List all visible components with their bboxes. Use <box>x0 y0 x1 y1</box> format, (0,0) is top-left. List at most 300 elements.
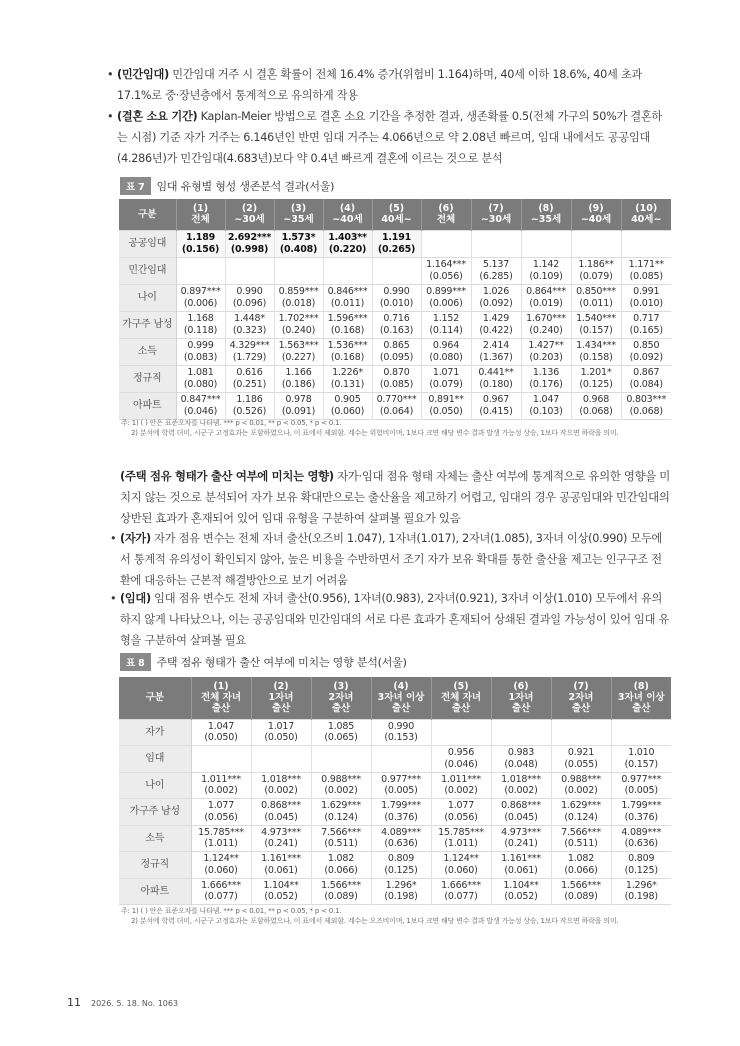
header-line: 출산 <box>331 703 351 715</box>
table-row <box>119 392 671 419</box>
cell-value: 0.868*** <box>501 800 541 812</box>
table-cell <box>372 392 421 419</box>
table-cell <box>372 365 421 392</box>
table-cell <box>225 257 274 284</box>
table-row <box>119 257 671 284</box>
cell-value: 1.142 <box>532 259 560 270</box>
table-cell <box>421 365 471 392</box>
table8-caption <box>120 653 407 671</box>
cell-value: 0.850*** <box>576 286 616 297</box>
table-cell <box>621 257 671 284</box>
cell-stderr: (1.729) <box>232 351 267 363</box>
header-line: ~30세 <box>234 214 265 226</box>
header-line: (8) <box>538 203 554 215</box>
cell-stderr: (0.092) <box>629 351 663 363</box>
paragraph-text: 자가·임대 점유 형태 자체는 출산 여부에 통계적으로 유의한 영향을 미치지 않는 것으로 분석되어 자가 보유 확대만으로는 출산율을 제고하기 어렵고, 임대의 경우 공공임대와 민간임대의 상반된 효과가 혼재되어 있어 임대 유형을 구분하여 살펴볼 필요가 있음 <box>120 469 670 525</box>
cell-stderr: (0.080) <box>183 378 218 390</box>
table-cell <box>471 284 521 311</box>
cell-value: 1.047 <box>532 394 560 405</box>
cell-value: 0.977*** <box>381 773 421 785</box>
cell-value: 0.865 <box>383 340 410 351</box>
cell-value: 1.629*** <box>321 800 361 812</box>
header-line: 1자녀 <box>508 692 534 704</box>
bullet-owner <box>110 528 672 591</box>
cell-value: 4.089*** <box>381 826 421 838</box>
cell-value: 1.566*** <box>561 879 601 891</box>
column-header <box>274 199 323 230</box>
cell-stderr: (0.168) <box>330 351 365 363</box>
table7 <box>119 199 671 420</box>
column-header <box>571 199 621 230</box>
cell-value: 1.011*** <box>201 773 241 785</box>
table-cell <box>371 772 431 799</box>
table-row <box>119 799 671 826</box>
cell-stderr: (0.180) <box>479 378 513 390</box>
cell-value: 0.983 <box>507 747 535 759</box>
table-cell <box>251 719 311 746</box>
cell-stderr: (0.636) <box>384 838 418 850</box>
cell-value: 1.296* <box>625 879 657 891</box>
paragraph-lead: (주택 점유 형태가 출산 여부에 미치는 영향) <box>120 469 334 483</box>
table-cell <box>491 746 551 773</box>
header-line: 3자녀 이상 <box>377 692 425 704</box>
cell-value: 15.785*** <box>438 826 484 838</box>
cell-stderr: (1.367) <box>479 351 513 363</box>
table-cell <box>431 799 491 826</box>
table-cell <box>421 257 471 284</box>
bullet-dot: • <box>107 68 114 81</box>
table-cell <box>521 311 571 338</box>
table-cell <box>471 338 521 365</box>
cell-stderr: (0.376) <box>384 811 418 823</box>
cell-stderr: (0.198) <box>384 891 418 903</box>
table-cell <box>551 719 611 746</box>
cell-value: 1.427** <box>528 340 564 351</box>
cell-stderr: (0.251) <box>232 378 267 390</box>
header-line: ~30세 <box>480 214 512 226</box>
cell-value: 0.803*** <box>626 394 667 405</box>
cell-stderr: (0.636) <box>624 838 658 850</box>
cell-value: 1.629*** <box>561 800 601 812</box>
row-label: 정규직 <box>119 852 191 879</box>
table-cell <box>621 365 671 392</box>
cell-stderr: (0.092) <box>479 297 513 309</box>
cell-value: 1.164*** <box>426 259 466 270</box>
row-label: 나이 <box>119 284 176 311</box>
cell-stderr: (0.052) <box>264 891 298 903</box>
cell-stderr: (0.060) <box>444 864 478 876</box>
cell-stderr: (0.109) <box>529 270 563 282</box>
table-cell <box>431 825 491 852</box>
cell-value: 7.566*** <box>321 826 361 838</box>
bullet-rental <box>110 588 672 651</box>
row-label: 소득 <box>119 825 191 852</box>
bullet-lead: (임대) <box>120 592 151 605</box>
cell-value: 0.847*** <box>180 394 221 405</box>
table-cell <box>311 799 371 826</box>
cell-value: 0.859*** <box>278 286 319 297</box>
table-cell <box>372 338 421 365</box>
cell-value: 0.921 <box>567 747 595 759</box>
cell-value: 1.186** <box>578 259 614 270</box>
table-cell <box>371 799 431 826</box>
column-header <box>551 677 611 719</box>
table7-notes <box>121 418 676 438</box>
header-line: 2자녀 <box>328 692 354 704</box>
bullet-dot: • <box>110 592 117 605</box>
cell-stderr: (0.241) <box>264 838 298 850</box>
table-cell <box>621 392 671 419</box>
table-row <box>119 878 671 905</box>
cell-value: 1.536*** <box>327 340 368 351</box>
cell-stderr: (0.131) <box>330 378 365 390</box>
cell-value: 1.017 <box>267 720 295 732</box>
cell-value: 1.201* <box>580 367 612 378</box>
cell-value: 2.692*** <box>227 232 272 243</box>
cell-stderr: (0.046) <box>444 758 478 770</box>
cell-stderr: (0.080) <box>429 351 463 363</box>
cell-value: 0.850 <box>633 340 660 351</box>
cell-stderr: (0.066) <box>564 864 598 876</box>
table-cell <box>191 719 251 746</box>
cell-stderr: (0.010) <box>379 297 414 309</box>
table-cell <box>611 799 671 826</box>
row-label: 자가 <box>119 719 191 746</box>
cell-value: 1.171** <box>628 259 664 270</box>
table-cell <box>274 392 323 419</box>
cell-value: 1.011*** <box>441 773 481 785</box>
header-line: 전체 자녀 <box>200 692 241 704</box>
table7-caption <box>120 177 334 195</box>
table8-notes <box>121 906 676 926</box>
cell-stderr: (0.168) <box>330 324 365 336</box>
table-row <box>119 284 671 311</box>
cell-value: 1.186 <box>236 394 263 405</box>
cell-value: 1.403** <box>328 232 367 243</box>
table-row <box>119 230 671 257</box>
cell-stderr: (0.045) <box>264 811 298 823</box>
cell-stderr: (1.011) <box>444 838 478 850</box>
cell-stderr: (0.241) <box>504 838 538 850</box>
table8-note-1: 주: 1) ( ) 안은 표준오차를 나타냄. *** p < 0.01, ** p < 0.05, * p < 0.1. <box>121 907 342 915</box>
table-cell <box>372 230 421 257</box>
cell-value: 0.891** <box>428 394 464 405</box>
cell-stderr: (0.050) <box>204 732 238 744</box>
cell-stderr: (0.055) <box>564 758 598 770</box>
cell-stderr: (0.002) <box>564 785 598 797</box>
table-row <box>119 772 671 799</box>
cell-stderr: (0.060) <box>330 405 365 417</box>
cell-stderr: (0.089) <box>324 891 358 903</box>
row-label: 민간임대 <box>119 257 176 284</box>
cell-stderr: (0.068) <box>629 405 663 417</box>
cell-value: 1.540*** <box>576 313 616 324</box>
cell-value: 0.967 <box>482 394 510 405</box>
table-cell <box>421 311 471 338</box>
table-cell <box>176 230 225 257</box>
table-cell <box>551 825 611 852</box>
table-cell <box>421 392 471 419</box>
table-cell <box>611 719 671 746</box>
table-cell <box>176 392 225 419</box>
cell-value: 0.616 <box>236 367 263 378</box>
cell-value: 1.799*** <box>621 800 662 812</box>
table-cell <box>191 799 251 826</box>
column-header <box>323 199 372 230</box>
table-cell <box>551 746 611 773</box>
table-row <box>119 852 671 879</box>
header-line: (5) <box>388 203 405 215</box>
cell-value: 1.429 <box>482 313 510 324</box>
header-line: 출산 <box>391 703 411 715</box>
table-cell <box>371 852 431 879</box>
cell-stderr: (0.061) <box>264 864 298 876</box>
cell-value: 0.864*** <box>526 286 566 297</box>
cell-stderr: (0.186) <box>281 378 316 390</box>
table-cell <box>571 338 621 365</box>
cell-stderr: (0.376) <box>624 811 658 823</box>
table8-title: 주택 점유 형태가 출산 여부에 미치는 영향 분석(서울) <box>156 656 407 669</box>
cell-value: 0.809 <box>387 853 415 865</box>
cell-value: 0.990 <box>383 286 410 297</box>
header-line: (6) <box>513 681 529 693</box>
cell-value: 0.716 <box>383 313 410 324</box>
cell-stderr: (0.077) <box>204 891 238 903</box>
table-cell <box>323 230 372 257</box>
bullet-text: 임대 점유 변수도 전체 자녀 출산(0.956), 1자녀(0.983), 2자녀(0.921), 3자녀 이상(1.010) 모두에서 유의하지 않게 나타났으나, 이는 공공임대와 민간임대의 서로 다른 효과가 혼재되어 상쇄된 결과일 가능성이 있어 임대 유형을 구분하여 살펴볼 필요 <box>120 592 670 647</box>
row-label: 아파트 <box>119 878 191 905</box>
cell-value: 0.770*** <box>376 394 417 405</box>
column-header <box>491 677 551 719</box>
table-cell <box>471 257 521 284</box>
cell-stderr: (0.056) <box>429 270 463 282</box>
header-line: 출산 <box>271 703 291 715</box>
cell-value: 0.977*** <box>621 773 662 785</box>
cell-value: 1.071 <box>432 367 460 378</box>
cell-stderr: (1.011) <box>204 838 238 850</box>
bullet-lead: (자가) <box>120 532 151 545</box>
cell-stderr: (0.511) <box>324 838 358 850</box>
cell-value: 0.441** <box>478 367 514 378</box>
row-label: 아파트 <box>119 392 176 419</box>
row-label: 공공임대 <box>119 230 176 257</box>
header-line: 구분 <box>138 208 157 220</box>
cell-stderr: (0.052) <box>504 891 538 903</box>
cell-value: 0.897*** <box>180 286 221 297</box>
cell-value: 1.161*** <box>261 853 301 865</box>
table-cell <box>251 878 311 905</box>
column-header <box>521 199 571 230</box>
cell-value: 2.414 <box>482 340 510 351</box>
table-cell <box>491 719 551 746</box>
table-cell <box>251 746 311 773</box>
table-cell <box>571 311 621 338</box>
cell-stderr: (0.066) <box>324 864 358 876</box>
row-label: 임대 <box>119 746 191 773</box>
cell-value: 4.329*** <box>229 340 270 351</box>
header-line: (7) <box>573 681 589 693</box>
column-header <box>431 677 491 719</box>
table-cell <box>311 878 371 905</box>
cell-stderr: (0.124) <box>324 811 358 823</box>
cell-stderr: (0.125) <box>384 864 418 876</box>
table-cell <box>551 878 611 905</box>
cell-stderr: (0.085) <box>379 378 414 390</box>
table-cell <box>431 772 491 799</box>
table-cell <box>191 852 251 879</box>
cell-stderr: (0.220) <box>328 243 367 255</box>
bullet-private-rental <box>107 64 672 106</box>
table-cell <box>521 257 571 284</box>
header-line: (1) <box>192 203 209 215</box>
column-header <box>119 677 191 719</box>
table-cell <box>323 284 372 311</box>
table-row <box>119 365 671 392</box>
cell-value: 0.991 <box>633 286 660 297</box>
header-line: 40세~ <box>381 214 412 226</box>
cell-stderr: (0.002) <box>204 785 238 797</box>
cell-stderr: (0.163) <box>379 324 414 336</box>
cell-stderr: (0.157) <box>579 324 613 336</box>
header-line: 1자녀 <box>268 692 294 704</box>
cell-stderr: (0.198) <box>624 891 658 903</box>
cell-value: 1.566*** <box>321 879 361 891</box>
table-cell <box>311 852 371 879</box>
cell-stderr: (0.064) <box>379 405 414 417</box>
table-cell <box>471 230 521 257</box>
cell-value: 1.085 <box>327 720 355 732</box>
cell-value: 1.077 <box>207 800 235 812</box>
cell-value: 0.999 <box>187 340 214 351</box>
header-line: (8) <box>633 681 649 693</box>
column-header <box>251 677 311 719</box>
table-cell <box>491 852 551 879</box>
cell-value: 0.956 <box>447 747 475 759</box>
cell-stderr: (0.050) <box>429 405 463 417</box>
table-cell <box>471 365 521 392</box>
header-line: (3) <box>333 681 349 693</box>
table-cell <box>251 852 311 879</box>
cell-value: 0.809 <box>628 853 655 865</box>
cell-stderr: (0.006) <box>183 297 218 309</box>
header-line: (7) <box>488 203 504 215</box>
table-cell <box>371 878 431 905</box>
table-cell <box>521 392 571 419</box>
cell-value: 1.018*** <box>261 773 301 785</box>
table-cell <box>621 230 671 257</box>
table-cell <box>323 365 372 392</box>
cell-value: 1.136 <box>532 367 560 378</box>
cell-stderr: (0.048) <box>504 758 538 770</box>
cell-stderr: (0.240) <box>281 324 316 336</box>
table-row <box>119 338 671 365</box>
cell-value: 1.081 <box>187 367 214 378</box>
table-cell <box>274 230 323 257</box>
table-cell <box>323 392 372 419</box>
cell-value: 1.702*** <box>278 313 319 324</box>
cell-stderr: (0.002) <box>444 785 478 797</box>
column-header <box>611 677 671 719</box>
cell-stderr: (0.068) <box>579 405 613 417</box>
header-line: (10) <box>635 203 658 215</box>
table-cell <box>274 311 323 338</box>
cell-value: 4.089*** <box>621 826 662 838</box>
cell-stderr: (0.079) <box>429 378 463 390</box>
cell-value: 1.191 <box>381 232 412 243</box>
table-cell <box>311 746 371 773</box>
table-cell <box>611 772 671 799</box>
bullet-text: Kaplan-Meier 방법으로 결혼 소요 기간을 추정한 결과, 생존확률 0.5(전체 가구의 50%가 결혼하는 시점) 기준 자가 거주는 6.146년인 반면 임대 거주는 4.066년으로 약 2.08년 빠르며, 임대 내에서도 공공임대(4.286년)가 민간임대(4.683년)보다 약 0.4년 빠르게 결혼에 이르는 것으로 분석 <box>117 110 663 165</box>
cell-value: 4.973*** <box>501 826 541 838</box>
bullet-lead: (민간임대) <box>117 68 169 81</box>
cell-stderr: (0.005) <box>624 785 658 797</box>
table-cell <box>323 311 372 338</box>
cell-stderr: (0.002) <box>264 785 298 797</box>
cell-stderr: (0.240) <box>529 324 563 336</box>
table-cell <box>225 392 274 419</box>
table-cell <box>611 852 671 879</box>
cell-stderr: (0.323) <box>232 324 267 336</box>
cell-stderr: (0.415) <box>479 405 513 417</box>
cell-stderr: (0.998) <box>230 243 269 255</box>
cell-value: 0.988*** <box>561 773 601 785</box>
cell-stderr: (0.095) <box>379 351 414 363</box>
row-label: 소득 <box>119 338 176 365</box>
cell-value: 15.785*** <box>198 826 244 838</box>
cell-stderr: (0.408) <box>279 243 318 255</box>
column-header <box>372 199 421 230</box>
table-cell <box>621 338 671 365</box>
table-cell <box>191 825 251 852</box>
table-cell <box>611 825 671 852</box>
cell-stderr: (0.002) <box>504 785 538 797</box>
bullet-lead: (결혼 소요 기간) <box>117 110 198 123</box>
table-row <box>119 825 671 852</box>
table-cell <box>431 719 491 746</box>
cell-stderr: (0.176) <box>529 378 563 390</box>
cell-value: 1.448* <box>234 313 265 324</box>
cell-value: 0.990 <box>387 720 415 732</box>
table-cell <box>225 311 274 338</box>
table-cell <box>371 746 431 773</box>
cell-stderr: (0.046) <box>183 405 218 417</box>
cell-stderr: (0.056) <box>444 811 478 823</box>
tenure-paragraph <box>120 466 673 529</box>
column-header <box>191 677 251 719</box>
cell-stderr: (0.085) <box>629 270 663 282</box>
header-line: 전체 <box>436 214 456 226</box>
table7-note-1: 주: 1) ( ) 안은 표준오차를 나타냄. *** p < 0.01, ** p < 0.05, * p < 0.1. <box>121 419 342 427</box>
header-line: (1) <box>213 681 229 693</box>
table-cell <box>251 799 311 826</box>
table-cell <box>521 338 571 365</box>
cell-value: 4.973*** <box>261 826 301 838</box>
column-header <box>371 677 431 719</box>
column-header <box>311 677 371 719</box>
table7-title: 임대 유형별 형성 생존분석 결과(서울) <box>156 180 335 193</box>
table-cell <box>176 284 225 311</box>
table-cell <box>191 746 251 773</box>
table-cell <box>571 392 621 419</box>
table-cell <box>274 365 323 392</box>
table-cell <box>551 852 611 879</box>
cell-value: 0.846*** <box>327 286 368 297</box>
cell-value: 1.124** <box>443 853 479 865</box>
header-line: 40세~ <box>631 214 662 226</box>
header-line: 2자녀 <box>568 692 594 704</box>
cell-stderr: (0.227) <box>281 351 316 363</box>
table-cell <box>323 257 372 284</box>
